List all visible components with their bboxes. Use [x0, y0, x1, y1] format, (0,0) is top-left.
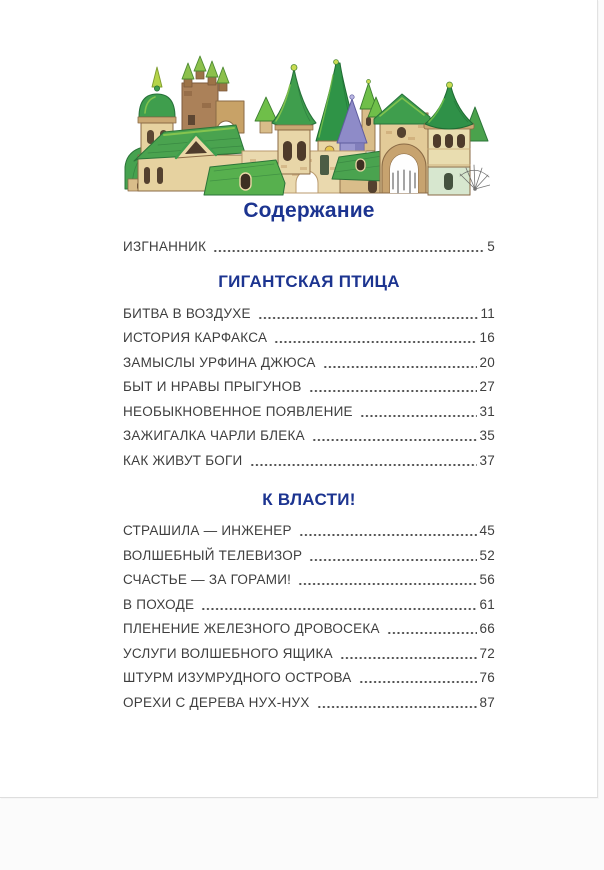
toc-entry-page: 35 — [479, 428, 495, 443]
toc-entry[interactable] — [123, 449, 495, 474]
dotted-leader — [299, 519, 478, 544]
toc-entry[interactable] — [123, 642, 495, 667]
toc-entry-page: 37 — [479, 452, 495, 468]
toc-intro-group — [123, 235, 495, 260]
toc-entry-page: 31 — [479, 403, 495, 419]
toc-content — [123, 0, 495, 715]
toc-entry[interactable] — [123, 326, 495, 351]
toc-entry-label: ЗАЖИГАЛКА ЧАРЛИ БЛЕКА — [123, 428, 305, 443]
toc-entry[interactable] — [123, 544, 495, 569]
dotted-leader — [201, 593, 477, 618]
toc-entry-page: 72 — [479, 645, 495, 661]
toc-entry-page: 45 — [479, 523, 495, 538]
toc-entry-page: 27 — [479, 379, 495, 394]
toc-entry-label: КАК ЖИВУТ БОГИ — [123, 452, 243, 468]
toc-entry[interactable] — [123, 691, 495, 716]
dotted-leader — [340, 642, 478, 667]
toc-entry-page: 11 — [480, 305, 495, 321]
toc-entry-label: УСЛУГИ ВОЛШЕБНОГО ЯЩИКА — [123, 645, 333, 661]
brown-tower — [182, 56, 244, 135]
dotted-leader — [258, 302, 479, 327]
toc-entry-label: ОРЕХИ С ДЕРЕВА НУХ-НУХ — [123, 694, 310, 710]
toc-section-group — [123, 519, 495, 715]
toc-entry-label: БЫТ И НРАВЫ ПРЫГУНОВ — [123, 379, 302, 394]
toc-entry-page: 61 — [479, 596, 495, 612]
dotted-leader — [312, 424, 478, 449]
dotted-leader — [298, 568, 477, 593]
toc-entry[interactable] — [123, 302, 495, 327]
toc-section-group — [123, 302, 495, 474]
toc-entry-page: 87 — [479, 694, 495, 710]
toc-entry-page: 20 — [479, 354, 495, 370]
toc-entry-page: 16 — [479, 330, 495, 345]
toc-title: Содержание — [243, 199, 375, 222]
toc-entry-page: 52 — [479, 547, 495, 563]
toc-entry-label: В ПОХОДЕ — [123, 596, 195, 612]
toc-entry[interactable] — [123, 400, 495, 425]
toc-entry[interactable] — [123, 519, 495, 544]
castle-town-illustration — [124, 55, 490, 197]
dotted-leader — [213, 235, 485, 260]
toc-entry[interactable] — [123, 424, 495, 449]
dotted-leader — [323, 351, 478, 376]
toc-entry-label: СТРАШИЛА — ИНЖЕНЕР — [123, 523, 292, 538]
toc-entry-page: 56 — [479, 572, 495, 587]
toc-entry[interactable] — [123, 666, 495, 691]
dotted-leader — [309, 544, 477, 569]
dotted-leader — [317, 691, 478, 716]
toc-entry-label: БИТВА В ВОЗДУХЕ — [123, 305, 251, 321]
toc-entry-label: ИСТОРИЯ КАРФАКСА — [123, 330, 268, 345]
toc-entry[interactable] — [123, 351, 495, 376]
toc-entry-label: ВОЛШЕБНЫЙ ТЕЛЕВИЗОР — [123, 547, 303, 563]
toc-entry-page: 76 — [479, 670, 495, 685]
dotted-leader — [250, 449, 478, 474]
section-heading: К ВЛАСТИ! — [262, 490, 356, 509]
dotted-leader — [387, 617, 478, 642]
dotted-leader — [274, 326, 477, 351]
toc-entry[interactable] — [123, 375, 495, 400]
toc-entry[interactable] — [123, 568, 495, 593]
toc-entry[interactable] — [123, 617, 495, 642]
round-tower — [424, 82, 474, 195]
toc-entry-label: ЗАМЫСЛЫ УРФИНА ДЖЮСА — [123, 354, 316, 370]
toc-entry-label: ШТУРМ ИЗУМРУДНОГО ОСТРОВА — [123, 670, 352, 685]
toc-entry-label: ИЗГНАННИК — [123, 239, 207, 254]
dotted-leader — [360, 400, 478, 425]
toc-entry-label: СЧАСТЬЕ — ЗА ГОРАМИ! — [123, 572, 292, 587]
toc-entry-page: 66 — [479, 621, 495, 636]
toc-entry-label: НЕОБЫКНОВЕННОЕ ПОЯВЛЕНИЕ — [123, 403, 353, 419]
toc-entry[interactable] — [123, 235, 495, 260]
dotted-leader — [309, 375, 478, 400]
toc-entry[interactable] — [123, 593, 495, 618]
dotted-leader — [359, 666, 478, 691]
toc-entry-label: ПЛЕНЕНИЕ ЖЕЛЕЗНОГО ДРОВОСЕКА — [123, 621, 380, 636]
toc-entry-page: 5 — [487, 239, 495, 254]
section-heading: ГИГАНТСКАЯ ПТИЦА — [218, 271, 400, 291]
